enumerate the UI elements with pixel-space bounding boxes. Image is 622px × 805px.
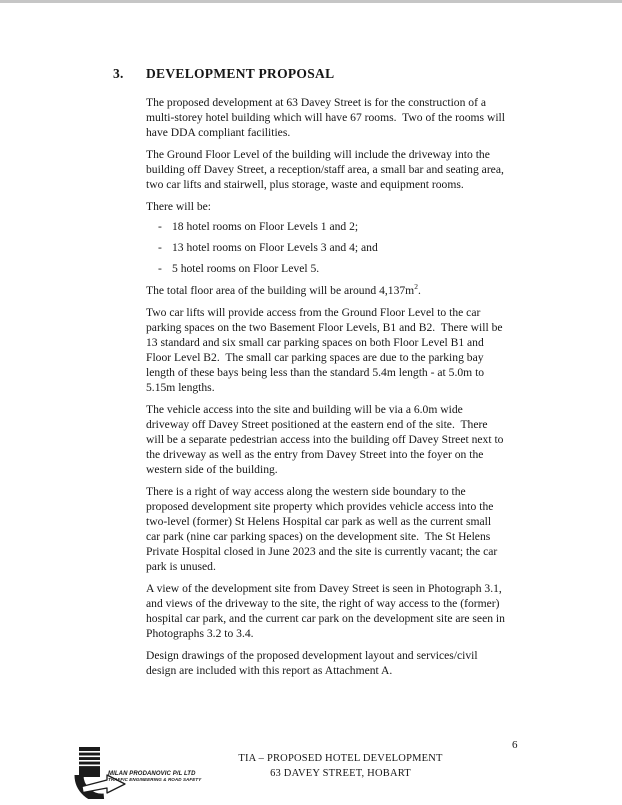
paragraph-car-lifts: Two car lifts will provide access from the Ground Floor Level to the car parking spaces on the two Basement Floor Levels, B1 and B2. There will be 13 standard and six small car parking spaces on both Floor Level B1 and Floor Level B2. The small car parking spaces are due to the parking bay length of these bays being less than the standard 5.4m length - at 5.0m to 5.15m lengths. [146, 306, 506, 394]
list-item-text: 18 hotel rooms on Floor Levels 1 and 2; [172, 220, 359, 233]
scan-edge-artifact [0, 0, 622, 3]
floor-area-text: The total floor area of the building will be around 4,137m [146, 284, 415, 297]
paragraph-right-of-way: There is a right of way access along the western side boundary to the proposed development site property which provides vehicle access into the two-level (former) St Helens Hospital car park as well as the current small car park (nine car parking spaces) on the development site. The St Helens Private Hospital closed in June 2023 and the site is currently vacant; the car park is unused. [146, 485, 501, 573]
list-item-text: 5 hotel rooms on Floor Level 5. [172, 262, 320, 275]
page-number: 6 [512, 739, 518, 751]
list-item [146, 261, 508, 276]
list-item [146, 240, 508, 255]
list-item [146, 219, 508, 234]
logo-company-name: MILAN PRODANOVIC P/L LTD [108, 771, 196, 777]
list-item-text: 13 hotel rooms on Floor Levels 3 and 4; and [172, 241, 378, 254]
company-logo [74, 747, 204, 799]
section-number: 3. [113, 66, 124, 81]
logo-text [108, 771, 201, 782]
paragraph-ground-floor: The Ground Floor Level of the building will include the driveway into the building off Davey Street, a reception/staff area, a small bar and seating area, two car lifts and stairwell, plus storage, waste and equipment rooms. [146, 148, 507, 191]
list-item-marker: - [158, 220, 162, 233]
section-title: DEVELOPMENT PROPOSAL [146, 66, 335, 81]
section-content [146, 95, 508, 685]
paragraph-design-drawings: Design drawings of the proposed development layout and services/civil design are included with this report as Attachment A. [146, 649, 481, 677]
floor-area-period: . [417, 284, 421, 297]
paragraph-photographs: A view of the development site from Davey Street is seen in Photograph 3.1, and views of the driveway to the site, the right of way access to the (former) hospital car park, and the current car park on the development site are seen in Photographs 3.2 to 3.4. [146, 582, 508, 640]
paragraph-floor-area [146, 283, 508, 298]
logo-tagline: TRAFFIC ENGINEERING & ROAD SAFETY [108, 777, 202, 782]
section-heading [113, 66, 334, 82]
paragraph-vehicle-access: The vehicle access into the site and building will be via a 6.0m wide driveway off Davey Street positioned at the eastern end of the site. There will be a separate pedestrian access into the building off Davey Street next to the driveway as well as the entry from Davey Street into the foyer on the western side of the building. [146, 403, 507, 476]
footer-title-line1: TIA – PROPOSED HOTEL DEVELOPMENT [238, 753, 443, 764]
footer-title-line2: 63 DAVEY STREET, HOBART [270, 768, 411, 779]
paragraph-proposal-intro: The proposed development at 63 Davey Street is for the construction of a multi-storey hotel building which will have 67 rooms. Two of the rooms will have DDA compliant facilities. [146, 96, 508, 139]
list-item-marker: - [158, 241, 162, 254]
footer-report-title [228, 751, 453, 781]
list-intro: There will be: [146, 200, 212, 213]
list-item-marker: - [158, 262, 162, 275]
floor-area-superscript: 2 [414, 282, 418, 292]
